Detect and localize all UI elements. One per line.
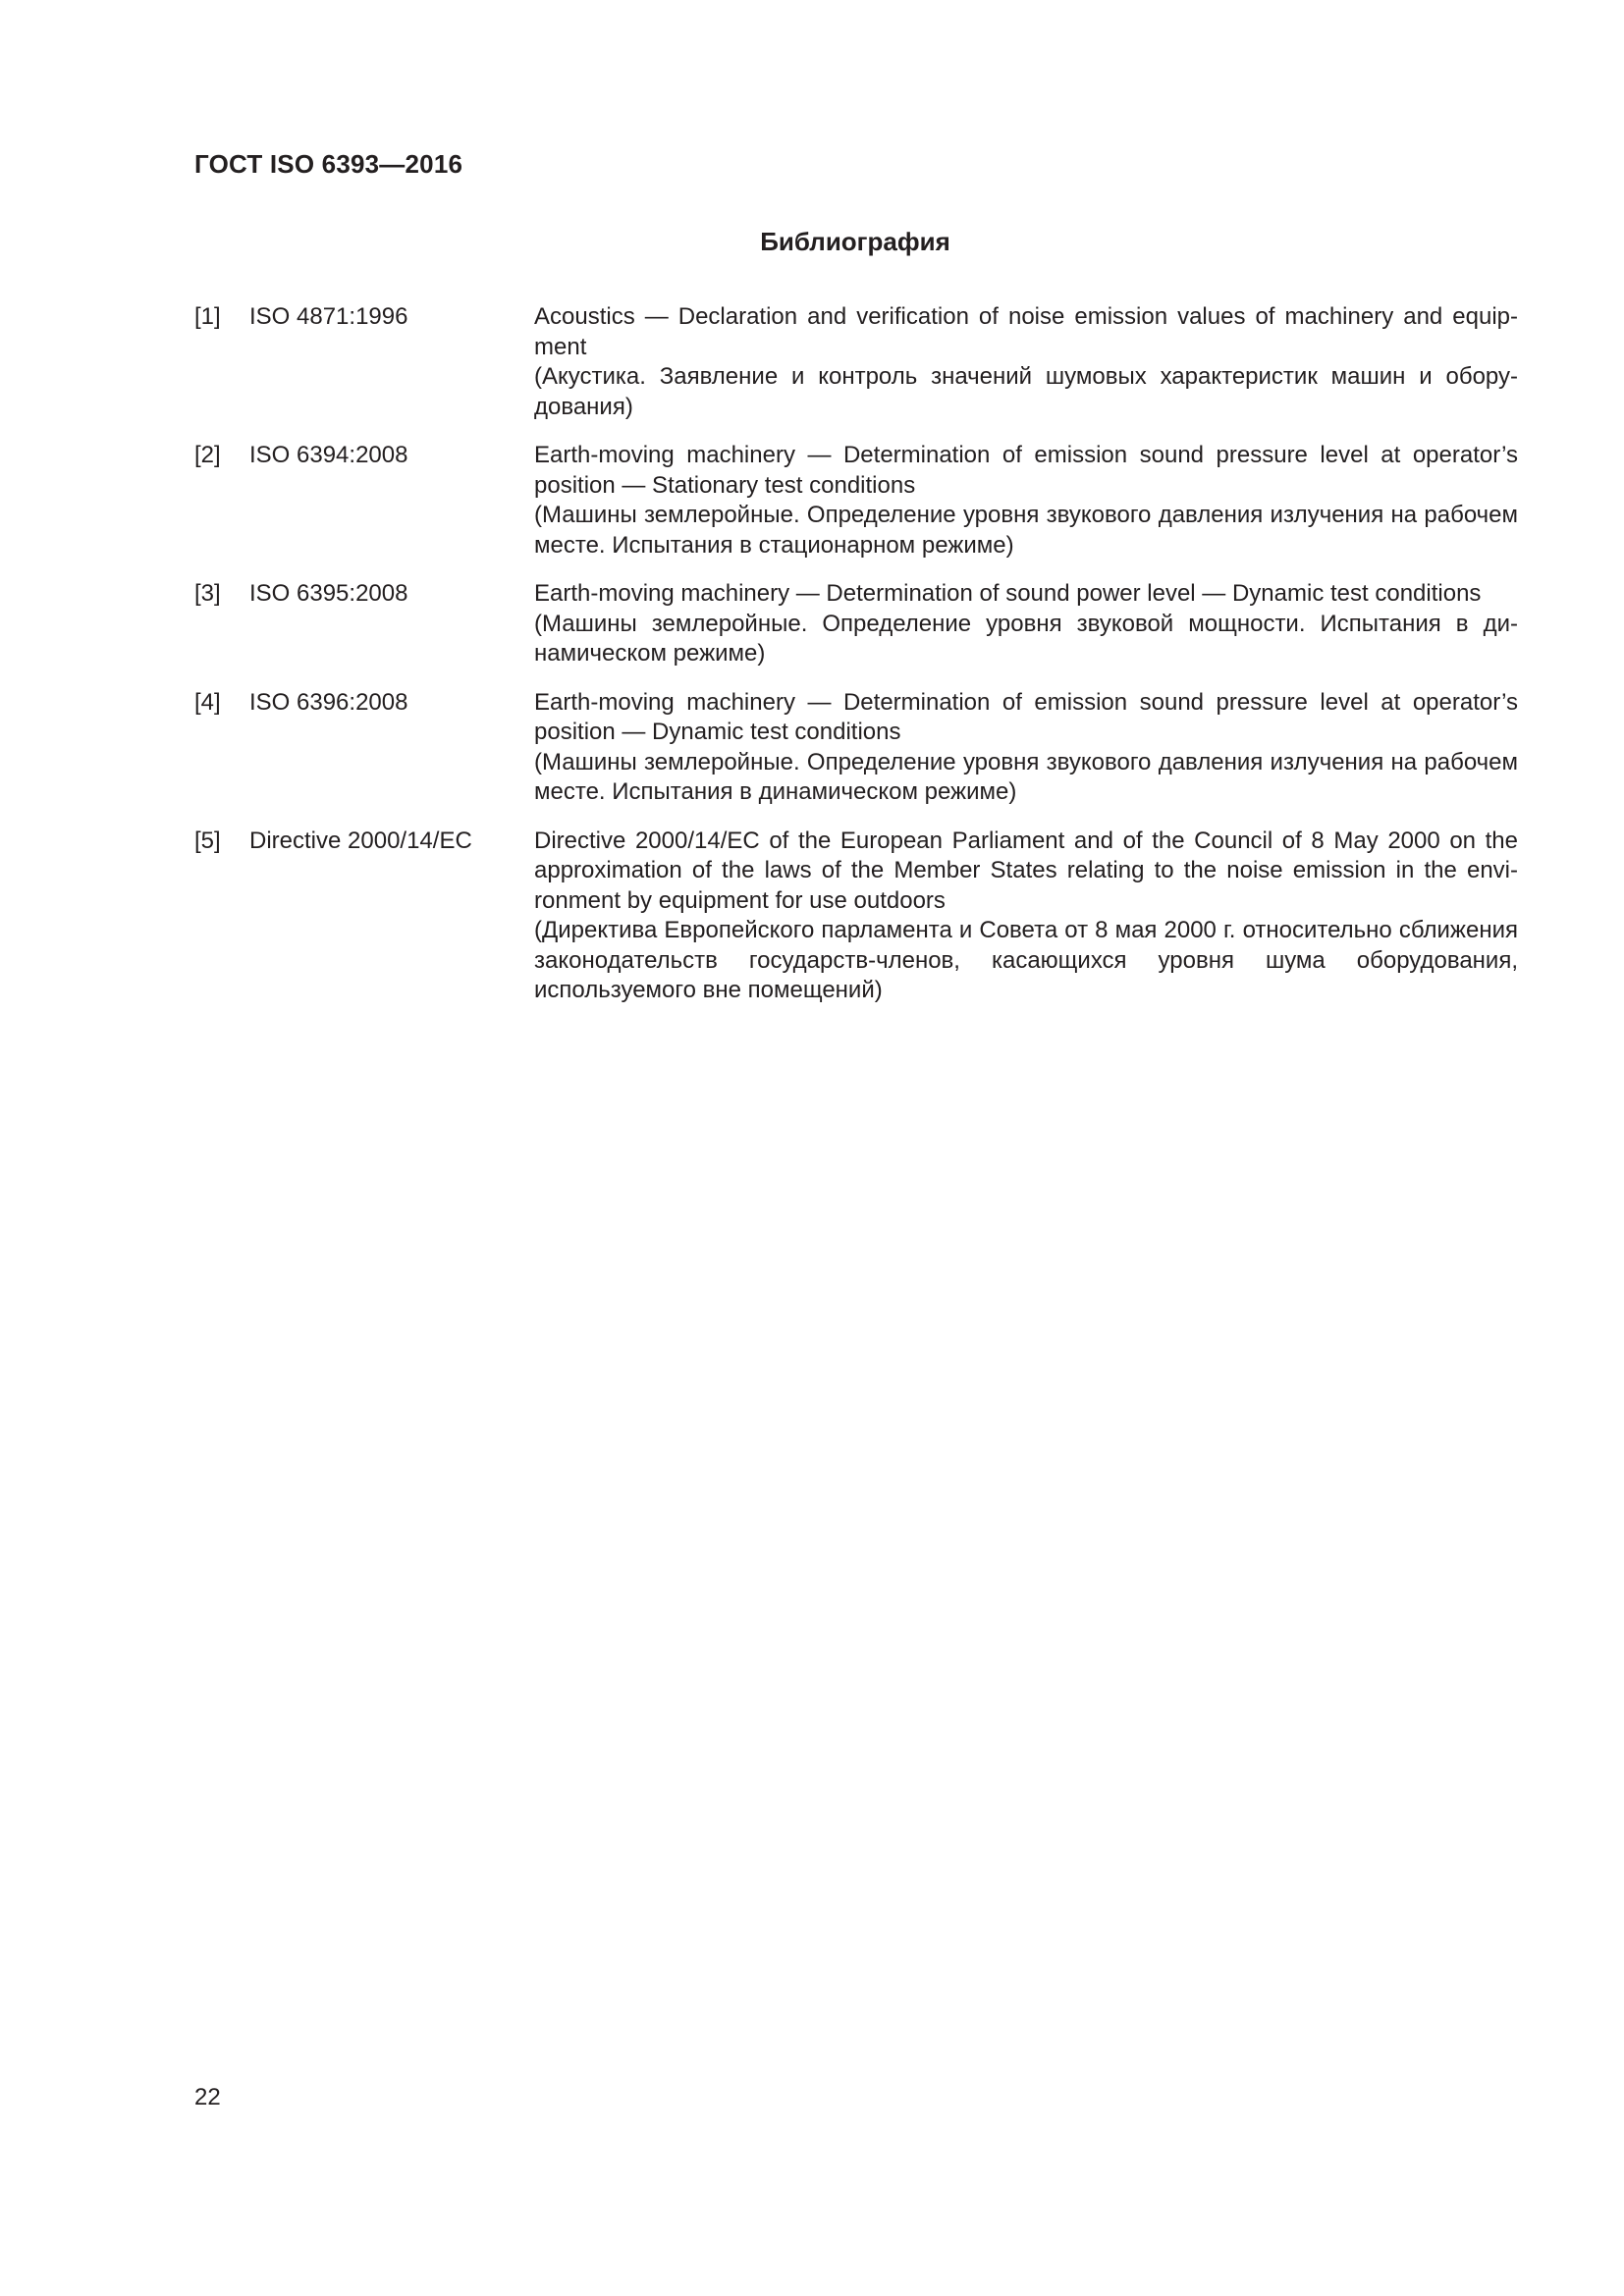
entry-reference: ISO 6396:2008 [249,688,408,716]
entry-reference: ISO 6395:2008 [249,580,408,607]
entry-title-en: Acoustics — Declaration and verification of noise emission values of machinery and equipment [534,303,1518,360]
bibliography-list [194,302,1518,1025]
bibliography-entry [194,302,1518,422]
entry-number: [4] [194,688,221,716]
entry-description [534,302,1518,422]
bibliography-entry [194,827,1518,1006]
entry-number: [2] [194,442,221,468]
entry-description [534,827,1518,1006]
entry-reference: ISO 4871:1996 [249,303,408,330]
bibliography-entry [194,579,1518,669]
page-number: 22 [194,2084,221,2110]
entry-title-ru: (Машины землеройные. Определение уровня звуковой мощности. Испытания в динамическом режиме) [534,610,1518,667]
entry-reference: Directive 2000/14/EC [249,827,472,854]
entry-reference: ISO 6394:2008 [249,442,408,468]
entry-title-ru: (Машины землеройные. Определение уровня звукового давления излучения на рабочем месте. Испытания в стационарном режиме) [534,502,1518,559]
bibliography-entry [194,441,1518,561]
entry-title-en: Earth-moving machinery — Determination of emission sound pressure level at operator’s position — Stationary test conditions [534,442,1518,499]
entry-description [534,441,1518,561]
entry-number: [5] [194,827,221,854]
entry-title-ru: (Акустика. Заявление и контроль значений шумовых характеристик машин и оборудования) [534,363,1518,420]
entry-title-ru: (Машины землеройные. Определение уровня звукового давления излучения на рабочем месте. Испытания в динамическом режиме) [534,748,1518,805]
entry-title-en: Directive 2000/14/EC of the European Parliament and of the Council of 8 May 2000 on the approximation of the laws of the Member States relating to the noise emission in the environment by equipment for use outdoors [534,827,1518,914]
entry-title-en: Earth-moving machinery — Determination of sound power level — Dynamic test conditions [534,580,1482,607]
section-title: Библиография [760,227,950,256]
entry-description [534,688,1518,808]
entry-number: [3] [194,580,221,607]
entry-description [534,579,1518,669]
bibliography-entry [194,688,1518,808]
document-header: ГОСТ ISO 6393—2016 [194,149,463,179]
entry-title-ru: (Директива Европейского парламента и Совета от 8 мая 2000 г. относительно сближения законодательств государств-членов, касающихся уровня шума оборудования, используемого вне помещений) [534,917,1518,1003]
entry-title-en: Earth-moving machinery — Determination of emission sound pressure level at operator’s position — Dynamic test conditions [534,688,1518,745]
entry-number: [1] [194,303,221,330]
